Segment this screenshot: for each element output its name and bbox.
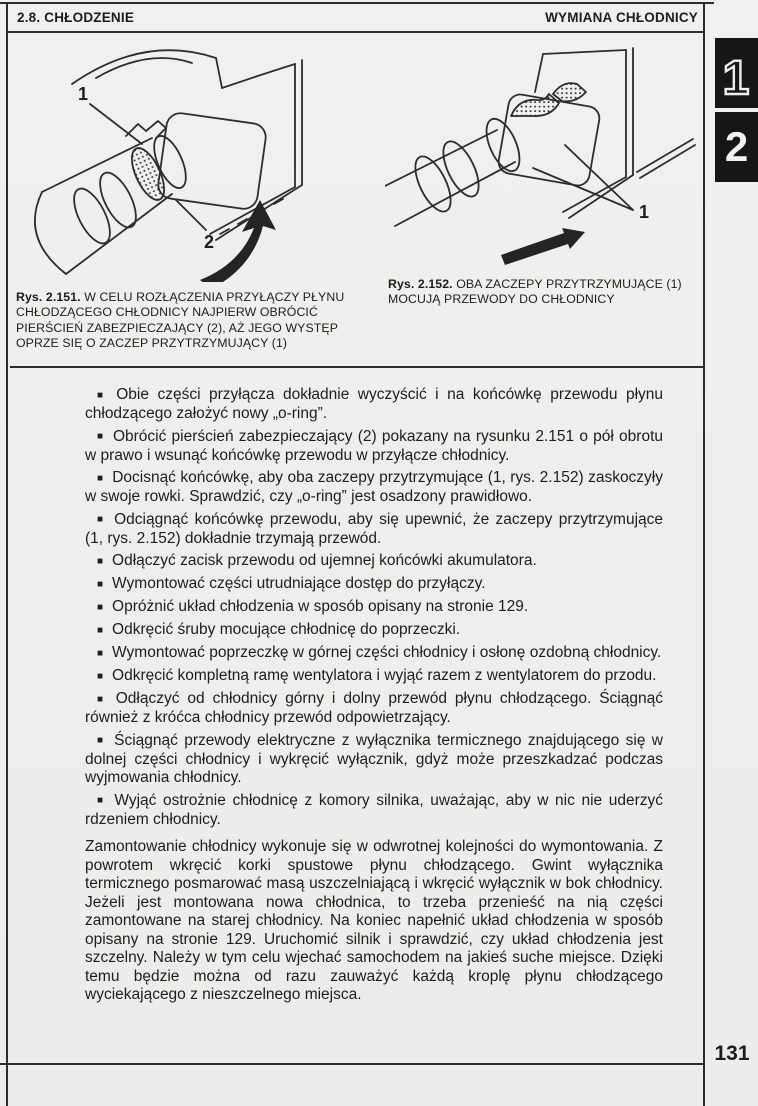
instruction-item	[85, 598, 663, 617]
bullet-icon: ■	[97, 670, 104, 682]
push-arrow-icon	[501, 228, 585, 265]
bullet-icon: ■	[97, 555, 104, 567]
chapter-header: WYMIANA CHŁODNICY	[545, 10, 698, 25]
instruction-text: Wyjąć ostrożnie chłodnicę z komory silnika, uważając, aby w nic nie uderzyć rdzeniem chłodnicy.	[85, 791, 663, 828]
instruction-text: Odkręcić śruby mocujące chłodnicę do poprzeczki.	[112, 621, 461, 638]
figure-2152-caption-text: OBA ZACZEPY PRZYTRZYMUJĄCE (1) MOCUJĄ PRZEWODY DO CHŁODNICY	[388, 277, 682, 307]
section-header: 2.8. CHŁODZENIE	[17, 10, 135, 25]
instruction-item	[85, 621, 663, 640]
chapter-tab-2	[715, 112, 758, 182]
hose-port-plate	[157, 111, 268, 210]
radiator-neck-arc	[72, 50, 216, 84]
tab-1-label: 1	[722, 52, 750, 105]
instruction-text: Opróżnić układ chłodzenia w sposób opisany na stronie 129.	[112, 598, 529, 615]
closing-paragraph: Zamontowanie chłodnicy wykonuje się w odwrotnej kolejności do wymontowania. Z powrotem wkręcić korki spustowe płynu chłodzącego. Gwint wyłącznika termicznego posmarować masą uszczelniającą i wkręcić wyłącznik w bok chłodnicy. Jeżeli jest montowana nowa chłodnica, to trzeba przenieść na nią części zamontowane na starej chłodnicy. Na koniec napełnić układ chłodzenia w sposób opisany na stronie 129. Uruchomić silnik i sprawdzić, czy układ chłodzenia jest szczelny. Należy w tym celu wjechać samochodem na jakieś suche miejsce. Dzięki temu będzie można od razu zauważyć każdą kroplę płynu chłodzącego wyciekającego z nieszczelnego miejsca.	[85, 838, 663, 1003]
top-border	[0, 2, 714, 4]
instruction-text: Wymontować części utrudniające dostęp do przyłączy.	[112, 575, 486, 592]
tab-1-digit-icon	[715, 38, 758, 108]
instruction-item	[85, 469, 663, 507]
instruction-item	[85, 511, 663, 549]
instruction-text: Odłączyć od chłodnicy górny i dolny przewód płynu chłodzącego. Ściągnąć również z króćca chłodnicy przewód odpowietrzający.	[85, 690, 663, 726]
instruction-text: Odkręcić kompletną ramę wentylatora i wyjąć razem z wentylatorem do przodu.	[112, 667, 657, 684]
instruction-text: Odłączyć zacisk przewodu od ujemnej końcówki akumulatora.	[112, 552, 537, 569]
figure-2152-caption	[388, 277, 708, 308]
bullet-icon: ■	[97, 389, 108, 401]
instruction-text: Ściągnąć przewody elektryczne z wyłącznika termicznego znajdującego się w dolnej części chłodnicy i wykręcić wyłącznik, gdyż może przeszkadzać podczas wyjmowania chłodnicy.	[85, 731, 664, 786]
radiator-face	[535, 54, 543, 92]
figure-text-divider	[10, 366, 704, 368]
bullet-icon: ■	[97, 624, 104, 636]
instruction-item	[85, 667, 663, 686]
label-1-leader	[90, 104, 142, 144]
instruction-text: Wymontować poprzeczkę w górnej części chłodnicy i osłonę ozdobną chłodnicy.	[112, 644, 662, 661]
bullet-icon: ■	[97, 578, 104, 590]
figure-2152-ref: Rys. 2.152.	[388, 277, 453, 291]
left-border	[6, 2, 8, 1106]
instruction-text: Obrócić pierścień zabezpieczający (2) pokazany na rysunku 2.151 o pół obrotu w prawo i wsunąć końcówkę przewodu w przyłącze chłodnicy.	[85, 427, 664, 464]
instruction-item	[85, 552, 663, 571]
instruction-item	[85, 732, 663, 788]
figure-2151-caption-text: W CELU ROZŁĄCZENIA PRZYŁĄCZY PŁYNU CHŁODZĄCEGO CHŁODNICY NAJPIERW OBRÓCIĆ PIERŚCIEŃ ZABEZPIECZAJĄCY (2), AŻ JEGO WYSTĘP OPRZE SIĘ O ZACZEP PRZYTRZYMUJĄCY (1)	[16, 290, 345, 351]
label-1-leader-b	[533, 168, 633, 210]
retaining-clip-lower	[553, 83, 586, 101]
instruction-item	[85, 386, 663, 424]
bullet-icon: ■	[97, 431, 104, 442]
bullet-icon: ■	[97, 735, 106, 746]
figure-label-1: 1	[78, 84, 89, 104]
instruction-item	[85, 792, 663, 830]
figure-2152-illustration	[385, 42, 700, 272]
label-2-leader	[176, 200, 206, 230]
header-divider	[6, 31, 705, 33]
bottom-border	[0, 1063, 705, 1065]
bullet-icon: ■	[97, 601, 104, 613]
instruction-item	[85, 690, 663, 728]
figure-2151-ref: Rys. 2.151.	[16, 290, 81, 304]
bullet-icon: ■	[97, 693, 107, 705]
figure-2151-caption	[16, 290, 374, 352]
page-number: 131	[714, 1042, 750, 1065]
instruction-item	[85, 428, 663, 466]
bullet-icon: ■	[97, 647, 104, 659]
locking-ring	[125, 144, 170, 205]
chapter-tab-1	[715, 38, 758, 108]
bullet-icon: ■	[97, 514, 106, 525]
bullet-icon: ■	[97, 795, 106, 806]
instruction-item	[85, 644, 663, 663]
bullet-icon: ■	[97, 472, 104, 484]
right-border	[703, 2, 705, 1106]
instruction-text: Docisnąć końcówkę, aby oba zaczepy przytrzymujące (1, rys. 2.152) zaskoczyły w swoje rowki. Sprawdzić, czy „o-ring” jest osadzony prawidłowo.	[85, 469, 664, 505]
tab-2-label: 2	[724, 123, 749, 170]
label-1-leader-a	[565, 145, 633, 210]
figure-2151-illustration	[14, 42, 354, 282]
instruction-list	[85, 386, 663, 1005]
figure-label-1: 1	[639, 202, 650, 222]
instruction-item	[85, 575, 663, 594]
instruction-text: Odciągnąć końcówkę przewodu, aby się upewnić, że zaczepy przytrzymujące (1, rys. 2.152) dokładnie trzymają przewód.	[85, 510, 664, 547]
figure-label-2: 2	[204, 232, 215, 252]
hose-outline	[385, 130, 497, 186]
instruction-text: Obie części przyłącza dokładnie wyczyścić i na końcówkę przewodu płynu chłodzącego założyć nowy „o-ring”.	[85, 386, 663, 422]
